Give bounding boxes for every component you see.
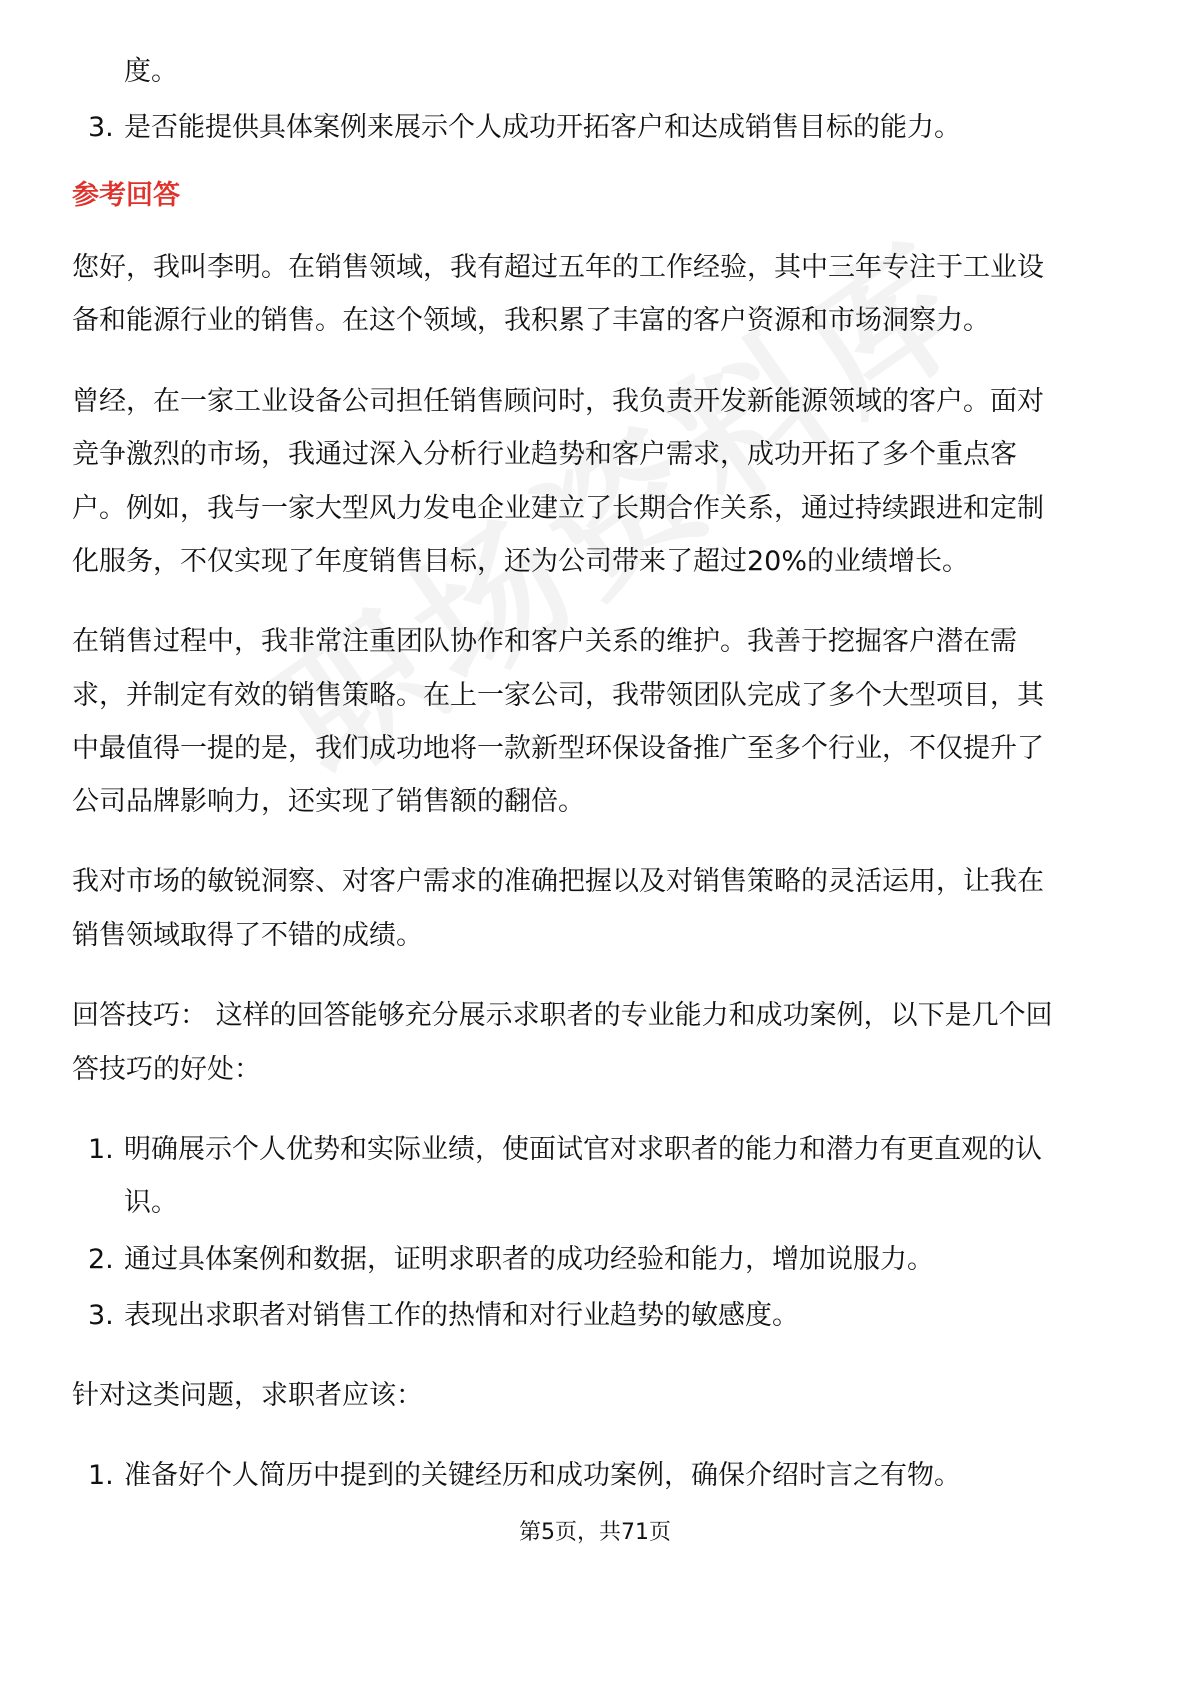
section-heading: 参考回答 — [72, 180, 180, 211]
paragraph-line: 中最值得一提的是，我们成功地将一款新型环保设备推广至多个行业，不仅提升了 — [72, 733, 1044, 764]
list-item-text: 明确展示个人优势和实际业绩，使面试官对求职者的能力和潜力有更直观的认 — [124, 1134, 1042, 1165]
paragraph-line: 曾经，在一家工业设备公司担任销售顾问时，我负责开发新能源领域的客户。面对 — [72, 386, 1044, 417]
list-number: 2. — [88, 1244, 114, 1275]
paragraph-line: 备和能源行业的销售。在这个领域，我积累了丰富的客户资源和市场洞察力。 — [72, 305, 990, 336]
paragraph-line: 竞争激烈的市场，我通过深入分析行业趋势和客户需求，成功开拓了多个重点客 — [72, 439, 1017, 470]
paragraph-line: 求，并制定有效的销售策略。在上一家公司，我带领团队完成了多个大型项目，其 — [72, 680, 1044, 711]
paragraph-line: 答技巧的好处： — [72, 1054, 261, 1085]
paragraph-line: 针对这类问题，求职者应该： — [72, 1380, 423, 1411]
list-item-text: 是否能提供具体案例来展示个人成功开拓客户和达成销售目标的能力。 — [124, 112, 961, 143]
paragraph-line: 我对市场的敏锐洞察、对客户需求的准确把握以及对销售策略的灵活运用，让我在 — [72, 866, 1044, 897]
list-number: 1. — [88, 1134, 114, 1165]
paragraph-line: 化服务，不仅实现了年度销售目标，还为公司带来了超过20%的业绩增长。 — [72, 546, 970, 577]
paragraph-line: 回答技巧： 这样的回答能够充分展示求职者的专业能力和成功案例，以下是几个回 — [72, 1000, 1053, 1031]
list-number: 3. — [88, 112, 114, 143]
page-footer: 第5页，共71页 — [519, 1520, 671, 1545]
list-item-text: 准备好个人简历中提到的关键经历和成功案例，确保介绍时言之有物。 — [124, 1460, 961, 1491]
list-number: 1. — [88, 1460, 114, 1491]
list-item-continuation: 度。 — [124, 56, 178, 87]
paragraph-line: 公司品牌影响力，还实现了销售额的翻倍。 — [72, 786, 585, 817]
paragraph-line: 您好，我叫李明。在销售领域，我有超过五年的工作经验，其中三年专注于工业设 — [72, 252, 1044, 283]
paragraph-line: 在销售过程中，我非常注重团队协作和客户关系的维护。我善于挖掘客户潜在需 — [72, 626, 1017, 657]
paragraph-line: 销售领域取得了不错的成绩。 — [72, 920, 423, 951]
list-item-text: 通过具体案例和数据，证明求职者的成功经验和能力，增加说服力。 — [124, 1244, 934, 1275]
list-number: 3. — [88, 1300, 114, 1331]
list-item-text: 识。 — [124, 1187, 178, 1218]
paragraph-line: 户。例如，我与一家大型风力发电企业建立了长期合作关系，通过持续跟进和定制 — [72, 493, 1044, 524]
list-item-text: 表现出求职者对销售工作的热情和对行业趋势的敏感度。 — [124, 1300, 799, 1331]
